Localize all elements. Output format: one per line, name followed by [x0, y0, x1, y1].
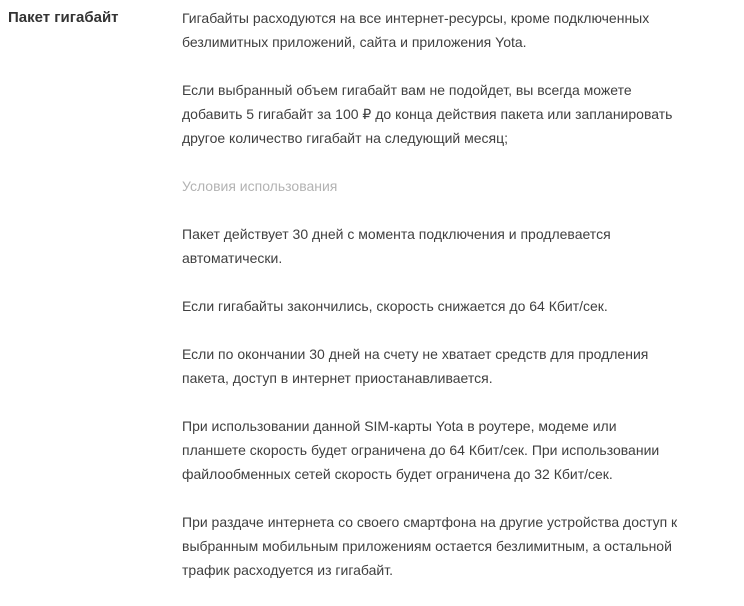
paragraph-gigabytes-usage: Гигабайты расходуются на все интернет-ресурсы, кроме подключенных безлимитных приложений, сайта и приложения Yota.: [182, 10, 650, 50]
paragraph-speed-after-limit: Если гигабайты закончились, скорость снижается до 64 Кбит/сек.: [182, 298, 608, 314]
row-description: [182, 6, 684, 606]
row-term-package-gigabytes: Пакет гигабайт: [8, 9, 119, 26]
paragraph-package-duration: Пакет действует 30 дней с момента подключения и продлевается автоматически.: [182, 226, 611, 266]
terms-of-use-label: Условия использования: [182, 178, 338, 194]
paragraph-add-gigabytes: Если выбранный объем гигабайт вам не подойдет, вы всегда можете добавить 5 гигабайт за 100 ₽ до конца действия пакета или запланировать другое количество гигабайт на следующий месяц;: [182, 82, 673, 146]
paragraph-insufficient-funds: Если по окончании 30 дней на счету не хватает средств для продления пакета, доступ в интернет приостанавливается.: [182, 346, 649, 386]
paragraph-tethering: При раздаче интернета со своего смартфона на другие устройства доступ к выбранным мобильным приложениям остается безлимитным, а остальной трафик расходуется из гигабайт.: [182, 514, 678, 578]
paragraph-sim-in-router-speed: При использовании данной SIM-карты Yota в роутере, модеме или планшете скорость будет ограничена до 64 Кбит/сек. При использовании файлообменных сетей скорость будет ограничена до 32 Кбит/сек.: [182, 418, 660, 482]
